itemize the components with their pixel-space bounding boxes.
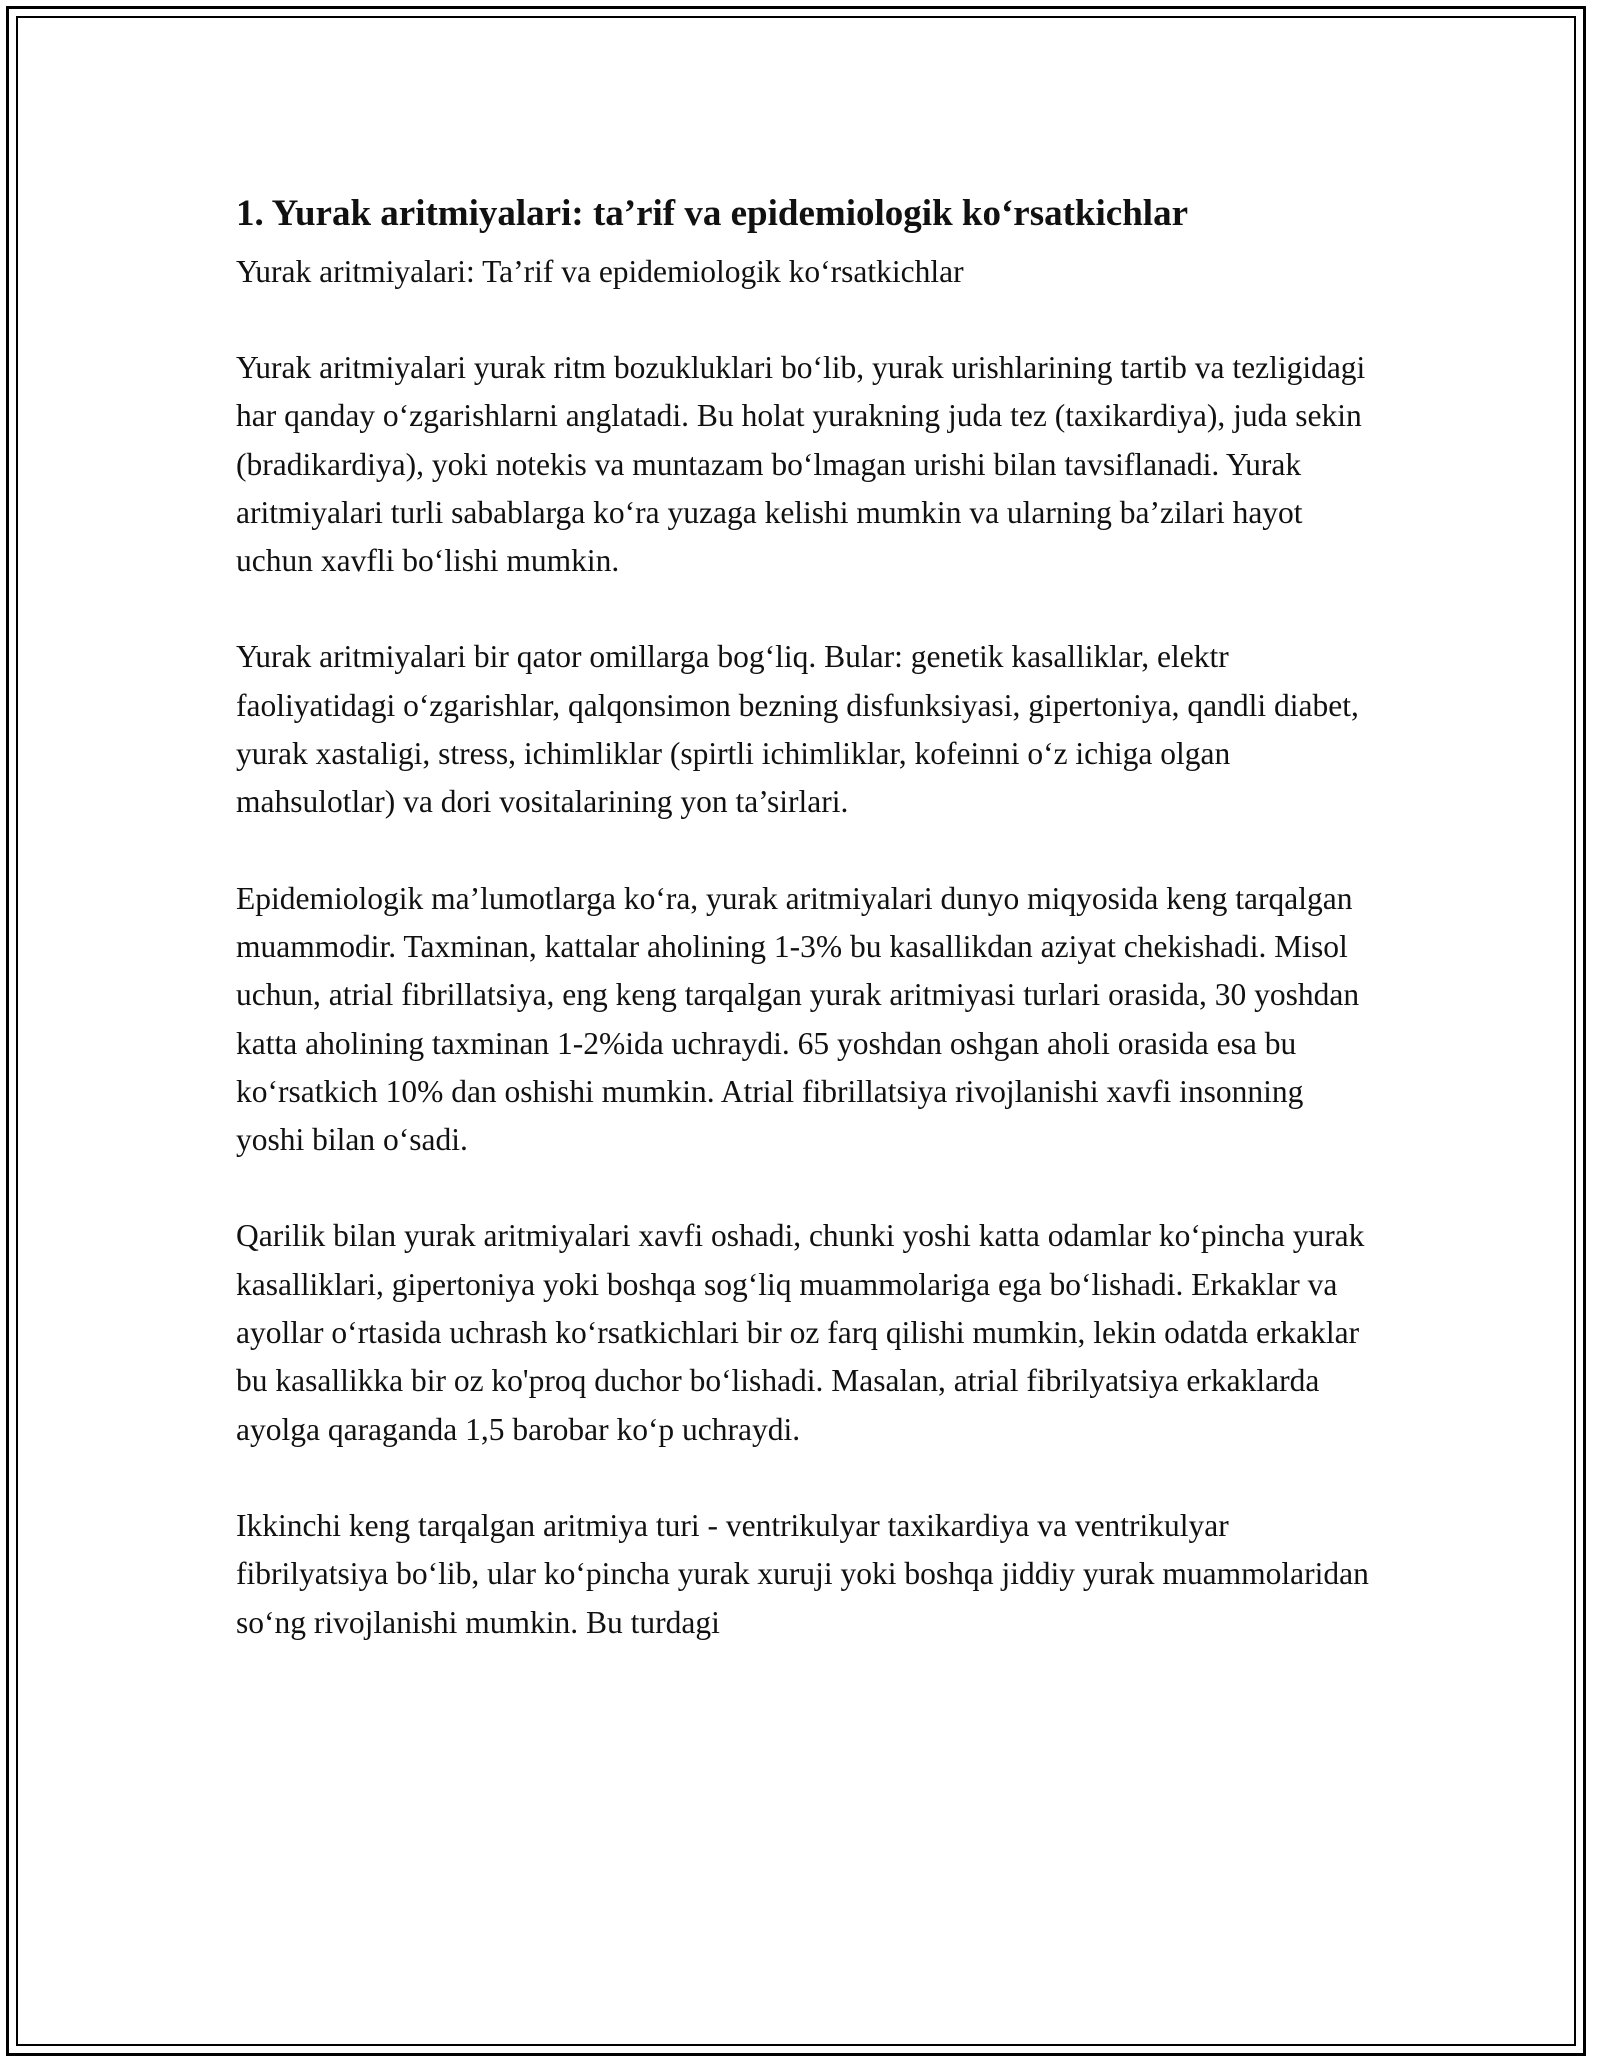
document-body xyxy=(236,186,1376,1695)
paragraph: Epidemiologik ma’lumotlarga ko‘ra, yurak aritmiyalari dunyo miqyosida keng tarqalgan muammodir. Taxminan, kattalar aholining 1-3% bu kasallikdan aziyat chekishadi. Misol uchun, atrial fibrillatsiya, eng keng tarqalgan yurak aritmiyasi turlari orasida, 30 yoshdan katta aholining taxminan 1-2%ida uchraydi. 65 yoshdan oshgan aholi orasida esa bu ko‘rsatkich 10% dan oshishi mumkin. Atrial fibrillatsiya rivojlanishi xavfi insonning yoshi bilan o‘sadi. xyxy=(236,880,1360,1158)
section-subheading: Yurak aritmiyalari: Ta’rif va epidemiologik ko‘rsatkichlar xyxy=(236,254,964,289)
paragraph: Ikkinchi keng tarqalgan aritmiya turi - ventrikulyar taxikardiya va ventrikulyar fibrilyatsiya bo‘lib, ular ko‘pincha yurak xuruji yoki boshqa jiddiy yurak muammolaridan so‘ng rivojlanishi mumkin. Bu turdagi xyxy=(236,1507,1369,1640)
section-heading: 1. Yurak aritmiyalari: ta’rif va epidemiologik ko‘rsatkichlar xyxy=(236,193,1188,234)
paragraph: Yurak aritmiyalari yurak ritm bozukluklari bo‘lib, yurak urishlarining tartib va tezligidagi har qanday o‘zgarishlarni anglatadi. Bu holat yurakning juda tez (taxikardiya), juda sekin (bradikardiya), yoki notekis va muntazam bo‘lmagan urishi bilan tavsiflanadi. Yurak aritmiyalari turli sabablarga ko‘ra yuzaga kelishi mumkin va ularning ba’zilari hayot uchun xavfli bo‘lishi mumkin. xyxy=(236,350,1366,579)
paragraph: Yurak aritmiyalari bir qator omillarga bog‘liq. Bular: genetik kasalliklar, elektr faoliyatidagi o‘zgarishlar, qalqonsimon bezning disfunksiyasi, gipertoniya, qandli diabet, yurak xastaligi, stress, ichimliklar (spirtli ichimliklar, kofeinni o‘z ichiga olgan mahsulotlar) va dori vositalarining yon ta’sirlari. xyxy=(236,639,1359,820)
paragraph: Qarilik bilan yurak aritmiyalari xavfi oshadi, chunki yoshi katta odamlar ko‘pincha yurak kasalliklari, gipertoniya yoki boshqa sog‘liq muammolariga ega bo‘lishadi. Erkaklar va ayollar o‘rtasida uchrash ko‘rsatkichlari bir oz farq qilishi mumkin, lekin odatda erkaklar bu kasallikka bir oz ko'proq duchor bo‘lishadi. Masalan, atrial fibrilyatsiya erkaklarda ayolga qaraganda 1,5 barobar ko‘p uchraydi. xyxy=(236,1218,1365,1447)
